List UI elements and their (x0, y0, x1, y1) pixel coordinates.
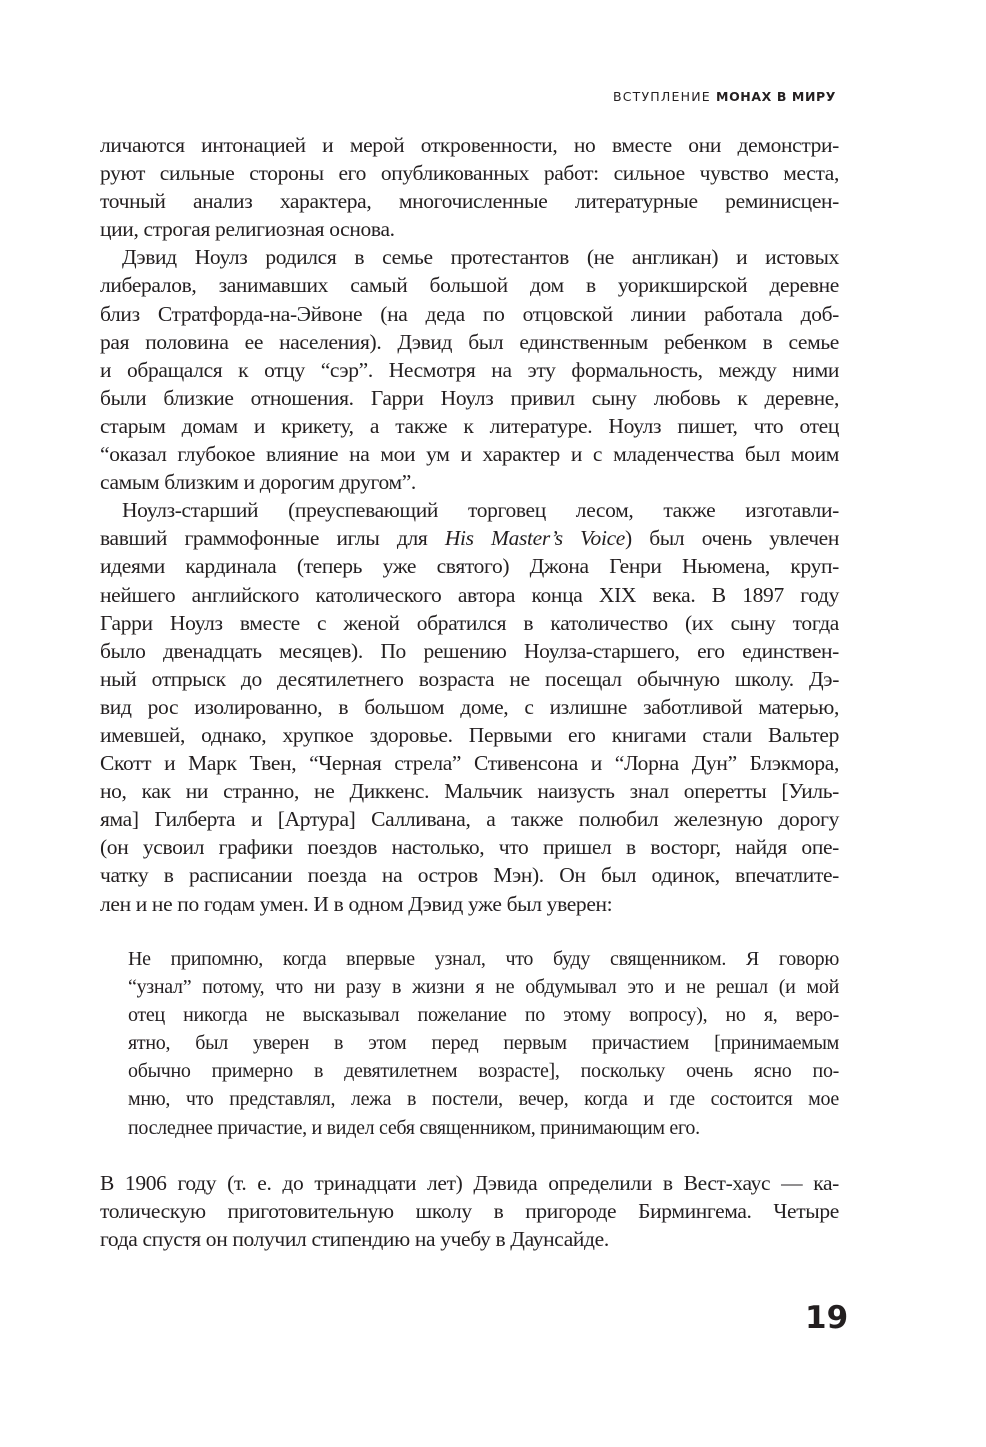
paragraph (100, 243, 839, 496)
paragraph (100, 496, 839, 917)
text-line (100, 524, 839, 552)
running-head-title: МОНАХ В МИРУ (716, 89, 836, 104)
page-number: 19 (805, 1300, 849, 1336)
paragraph (100, 131, 839, 243)
text-line: В 1906 году (т. е. до тринадцати лет) Дэвида определили в Вест-хаус — ка- (100, 1171, 839, 1195)
paragraph (100, 1169, 839, 1253)
italic-title: His Master’s Voice (444, 526, 625, 551)
text-line: яма] Гилберта и [Артура] Салливана, а также полюбил железную дорогу (100, 807, 839, 832)
quote-line: мню, что представлял, лежа в постели, вечер, когда и где состоится мое (128, 1088, 839, 1111)
text-line: рая половина ее населения). Дэвид был единственным ребенком в семье (100, 329, 839, 354)
text-line: самым близким и дорогим другом”. (100, 470, 416, 495)
text-line: чатку в расписании поезда на остров Мэн). Он был одинок, впечатлите- (100, 863, 839, 888)
text-run: ) был очень увлечен (624, 526, 840, 551)
text-line: старым домам и крикету, а также к литературе. Ноулз пишет, что отец (100, 413, 839, 438)
text-line: “оказал глубокое влияние на мои ум и характер и с младенчества был моим (100, 442, 839, 467)
quote-line: ятно, был уверен в этом перед первым причастием [принимаемым (128, 1032, 839, 1055)
text-line: имевшей, однако, хрупкое здоровье. Первыми его книгами стали Вальтер (100, 722, 839, 747)
body-text (100, 131, 839, 918)
text-line: вид рос изолированно, в большом доме, с излишне заботливой матерью, (100, 694, 839, 719)
text-line: ный отпрыск до десятилетнего возраста не посещал обычную школу. Дэ- (100, 666, 839, 691)
quote-line: последнее причастие, и видел себя священником, принимающим его. (128, 1116, 700, 1139)
text-line: руют сильные стороны его опубликованных работ: сильное чувство места, (100, 161, 839, 186)
text-line: но, как ни странно, не Диккенс. Мальчик наизусть знал оперетты [Уиль- (100, 779, 839, 804)
text-line: (он усвоил графики поездов настолько, что пришел в восторг, найдя опе- (100, 835, 839, 860)
text-line: Скотт и Марк Твен, “Черная стрела” Стивенсона и “Лорна Дун” Блэкмора, (100, 751, 839, 776)
body-text-continued (100, 1169, 839, 1253)
text-line: лен и не по годам умен. И в одном Дэвид уже был уверен: (100, 891, 613, 916)
text-line: Дэвид Ноулз родился в семье протестантов (не англикан) и истовых (122, 245, 839, 270)
text-line: были близкие отношения. Гарри Ноулз привил сыну любовь к деревне, (100, 385, 839, 410)
text-line: ции, строгая религиозная основа. (100, 217, 395, 242)
text-line: нейшего английского католического автора конца XIX века. В 1897 году (100, 582, 839, 607)
quote-line: Не припомню, когда впервые узнал, что буду священником. Я говорю (128, 948, 839, 970)
text-line: близ Стратфорда-на-Эйвоне (на деда по отцовской линии работала доб- (100, 301, 839, 326)
text-line: идеями кардинала (теперь уже святого) Джона Генри Ньюмена, круп- (100, 554, 839, 579)
text-line: Ноулз-старший (преуспевающий торговец лесом, также изготавли- (122, 498, 839, 523)
quote-line: отец никогда не высказывал пожелание по этому вопросу), но я, веро- (128, 1004, 839, 1027)
text-line: было двенадцать месяцев). По решению Ноулза-старшего, его единствен- (100, 638, 839, 663)
quote-line: “узнал” потому, что ни разу в жизни я не обдумывал это и не решал (и мой (128, 976, 839, 999)
text-line: личаются интонацией и мерой откровенности, но вместе они демонстри- (100, 133, 839, 157)
text-run: вавший граммофонные иглы для (100, 526, 445, 551)
quote-line: обычно примерно в девятилетнем возрасте], поскольку очень ясно по- (128, 1060, 839, 1083)
text-line: толическую приготовительную школу в пригороде Бирмингема. Четыре (100, 1199, 839, 1224)
text-line: точный анализ характера, многочисленные литературные реминисцен- (100, 189, 839, 214)
text-line: либералов, занимавших самый большой дом в уорикширской деревне (100, 273, 839, 298)
running-head-section: ВСТУПЛЕНИЕ (612, 89, 711, 104)
text-line: и обращался к отцу “сэр”. Несмотря на эту формальность, между ними (100, 357, 839, 382)
block-quote (128, 945, 839, 1142)
running-head (613, 89, 836, 104)
text-line: Гарри Ноулз вместе с женой обратился в католичество (их сыну тогда (100, 610, 839, 635)
text-line: года спустя он получил стипендию на учебу в Даунсайде. (100, 1227, 609, 1252)
